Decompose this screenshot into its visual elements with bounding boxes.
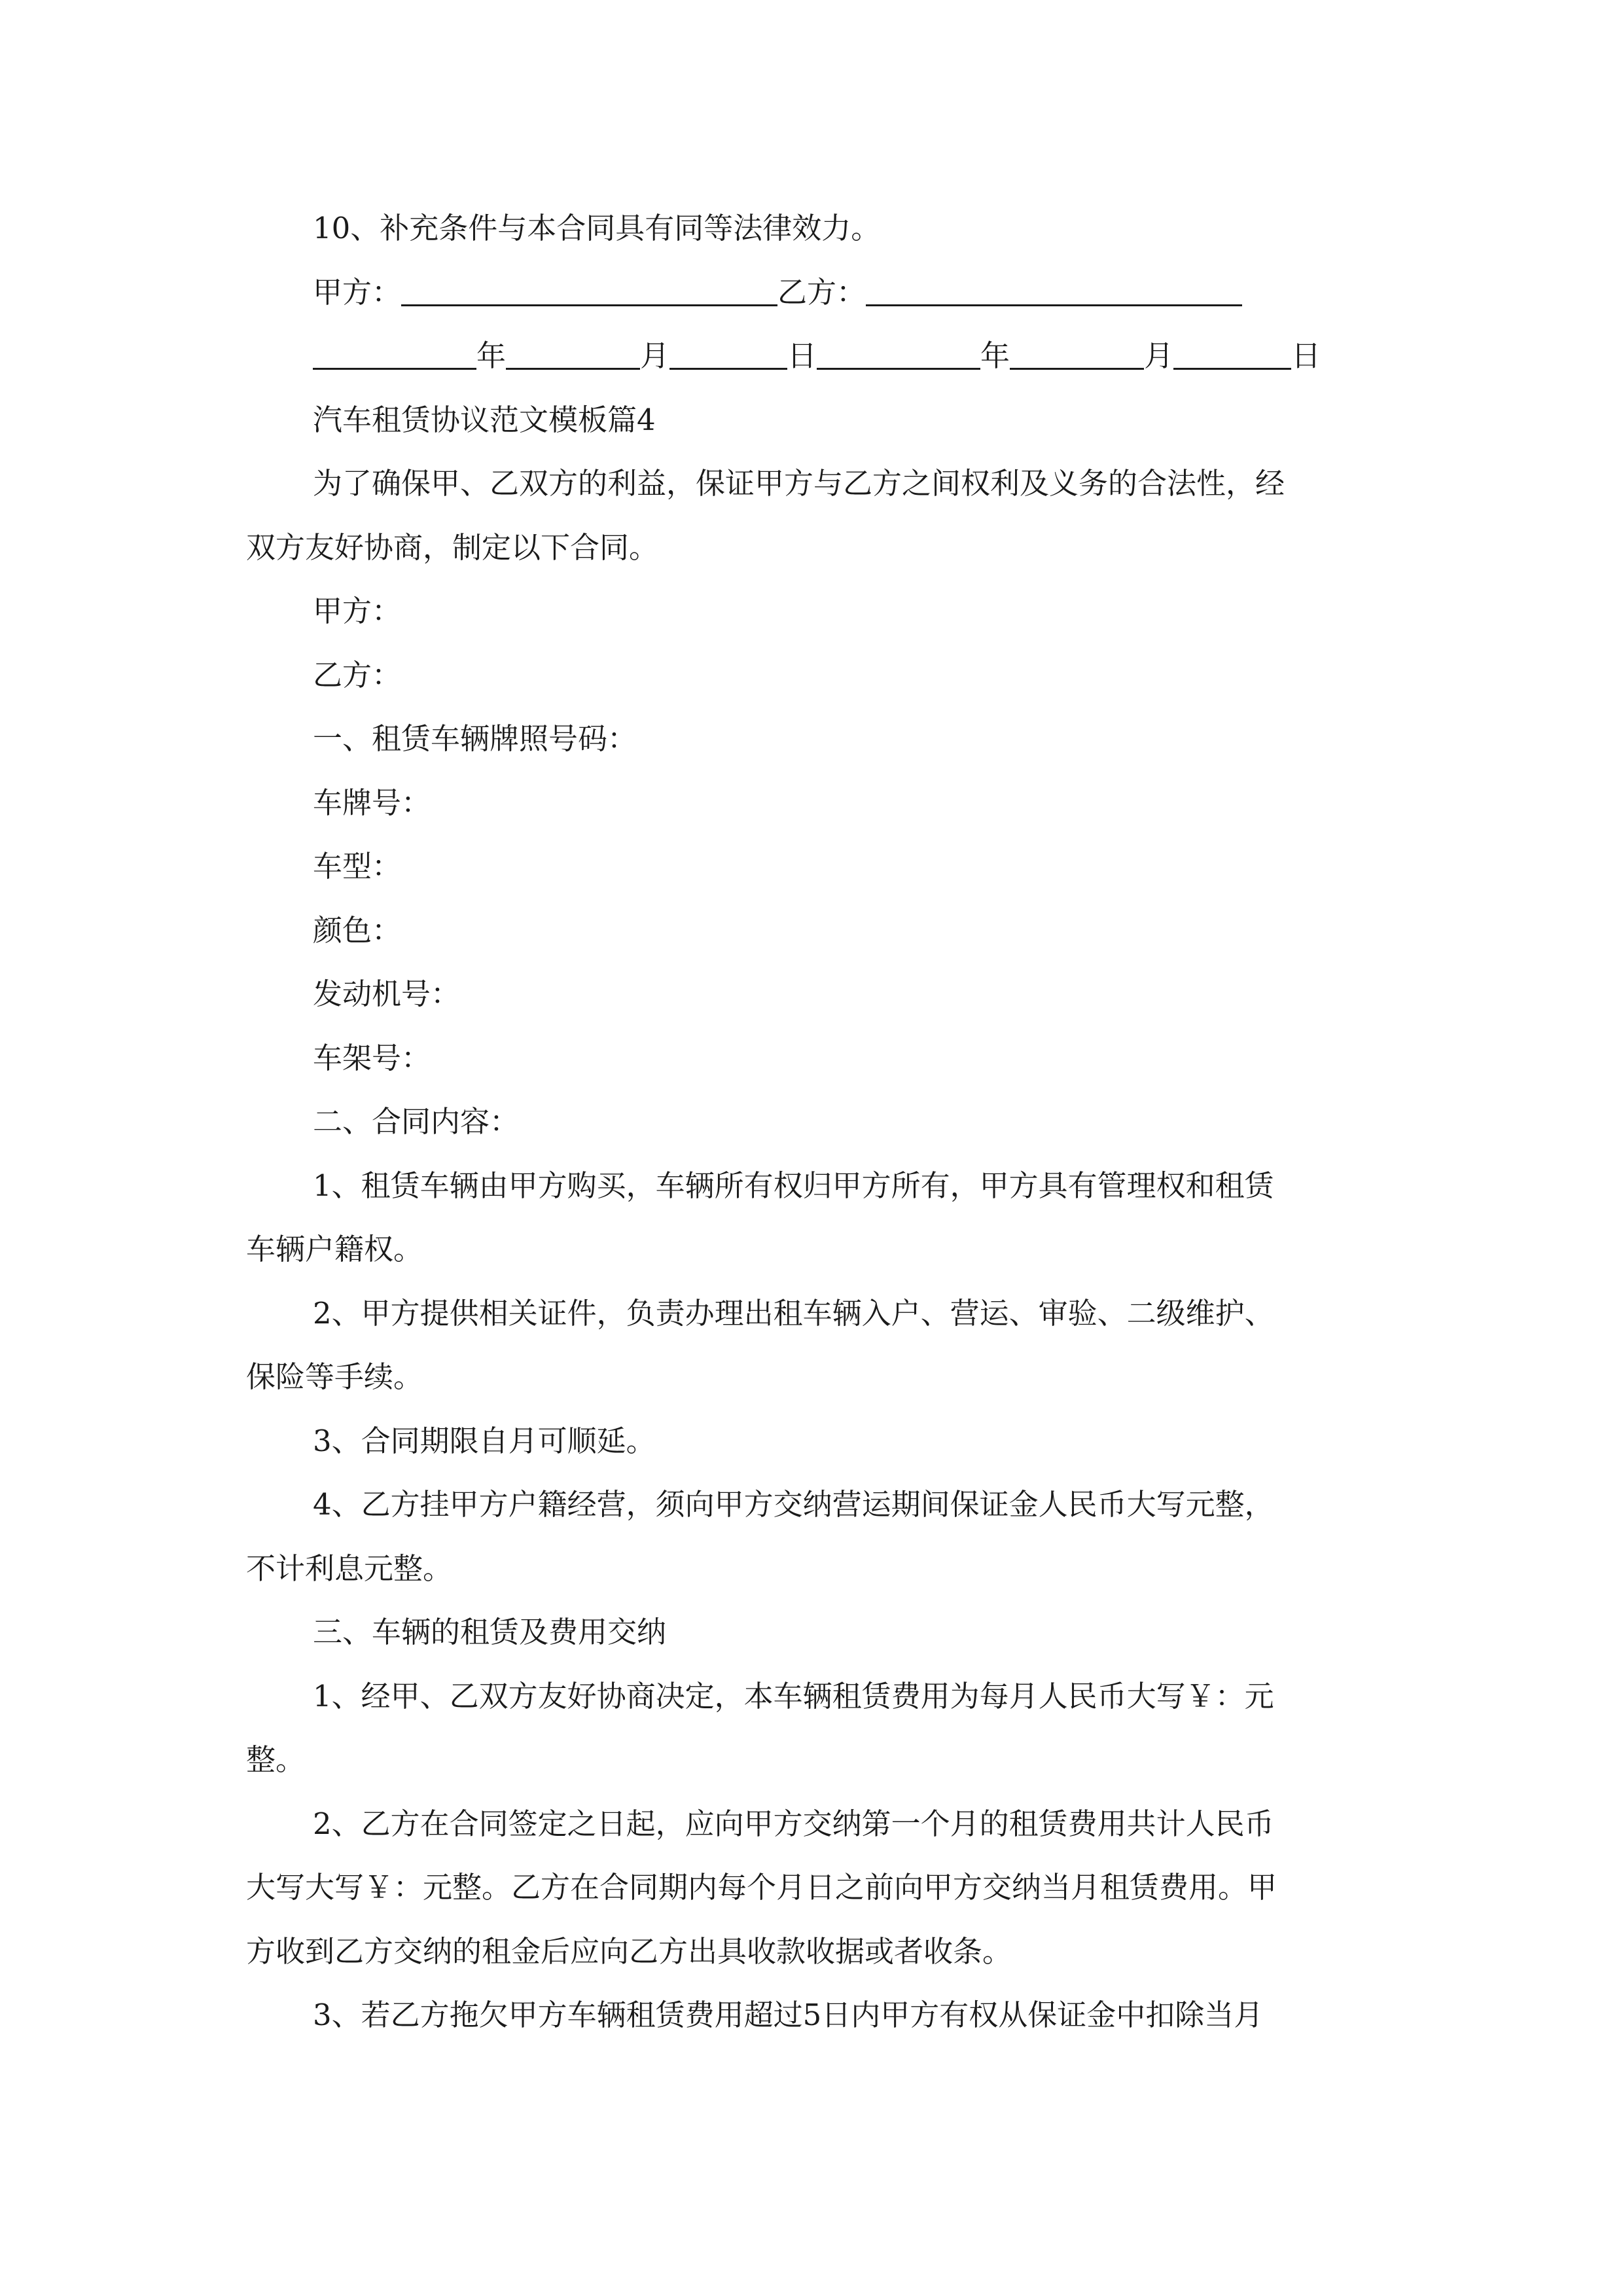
party-a-day-blank[interactable] xyxy=(669,336,787,370)
paragraph-line: 双方友好协商，制定以下合同。 xyxy=(246,529,659,565)
party-a-signature-blank[interactable] xyxy=(401,273,777,306)
party-b-day-blank[interactable] xyxy=(1173,336,1291,370)
paragraph-line: 4、乙方挂甲方户籍经营，须向甲方交纳营运期间保证金人民币大写元整， xyxy=(313,1487,1274,1522)
paragraph-line: 颜色： xyxy=(313,912,402,948)
party-b-month-label: 月 xyxy=(1144,338,1174,373)
paragraph-line: 不计利息元整。 xyxy=(246,1551,453,1586)
paragraph-line: 10、补充条件与本合同具有同等法律效力。 xyxy=(313,211,881,245)
party-b-year-blank[interactable] xyxy=(817,336,980,370)
paragraph-line: 整。 xyxy=(246,1742,306,1777)
paragraph-line: 1、经甲、乙双方友好协商决定，本车辆租赁费用为每月人民币大写￥：元 xyxy=(313,1678,1274,1713)
paragraph-line: 发动机号： xyxy=(313,977,461,1011)
paragraph-line: 2、甲方提供相关证件，负责办理出租车辆入户、营运、审验、二级维护、 xyxy=(313,1295,1274,1331)
paragraph-line: 三、车辆的租赁及费用交纳 xyxy=(313,1615,667,1649)
paragraph-line: 大写大写￥：元整。乙方在合同期内每个月日之前向甲方交纳当月租赁费用。甲 xyxy=(246,1870,1277,1905)
paragraph-line: 为了确保甲、乙双方的利益，保证甲方与乙方之间权利及义务的合法性，经 xyxy=(313,466,1285,501)
party-b-signature-blank[interactable] xyxy=(866,273,1242,306)
paragraph-line: 方收到乙方交纳的租金后应向乙方出具收款收据或者收条。 xyxy=(246,1933,1012,1969)
document-body xyxy=(246,196,1378,2047)
paragraph-line: 2、乙方在合同签定之日起，应向甲方交纳第一个月的租赁费用共计人民币 xyxy=(313,1806,1274,1841)
paragraph-line: 车型： xyxy=(313,849,402,884)
party-a-year-label: 年 xyxy=(476,338,507,373)
paragraph-line: 乙方： xyxy=(313,657,402,692)
paragraph-line: 二、合同内容： xyxy=(313,1104,520,1139)
signature-row xyxy=(246,260,1378,325)
date-row xyxy=(246,324,1378,388)
party-a-month-blank[interactable] xyxy=(506,336,640,370)
party-a-year-blank[interactable] xyxy=(313,336,476,370)
paragraph-line: 车架号： xyxy=(313,1040,431,1075)
party-b-day-label: 日 xyxy=(1291,338,1321,373)
party-b-year-label: 年 xyxy=(980,338,1010,373)
party-a-month-label: 月 xyxy=(640,338,670,373)
party-a-day-label: 日 xyxy=(787,338,817,373)
paragraph-line: 车辆户籍权。 xyxy=(246,1232,423,1266)
paragraph-line: 1、租赁车辆由甲方购买，车辆所有权归甲方所有，甲方具有管理权和租赁 xyxy=(313,1168,1274,1203)
paragraph-line: 3、合同期限自月可顺延。 xyxy=(313,1423,656,1458)
paragraph-line: 一、租赁车辆牌照号码： xyxy=(313,721,637,756)
paragraph-line: 甲方： xyxy=(313,594,402,628)
party-b-month-blank[interactable] xyxy=(1010,336,1144,370)
paragraph-line: 3、若乙方拖欠甲方车辆租赁费用超过5日内甲方有权从保证金中扣除当月 xyxy=(313,1998,1264,2032)
section-title: 汽车租赁协议范文模板篇4 xyxy=(313,402,656,437)
party-a-sign-label: 甲方： xyxy=(313,274,402,310)
paragraph-line: 车牌号： xyxy=(313,785,431,820)
party-b-sign-label: 乙方： xyxy=(777,274,866,310)
paragraph-line: 保险等手续。 xyxy=(246,1359,423,1394)
